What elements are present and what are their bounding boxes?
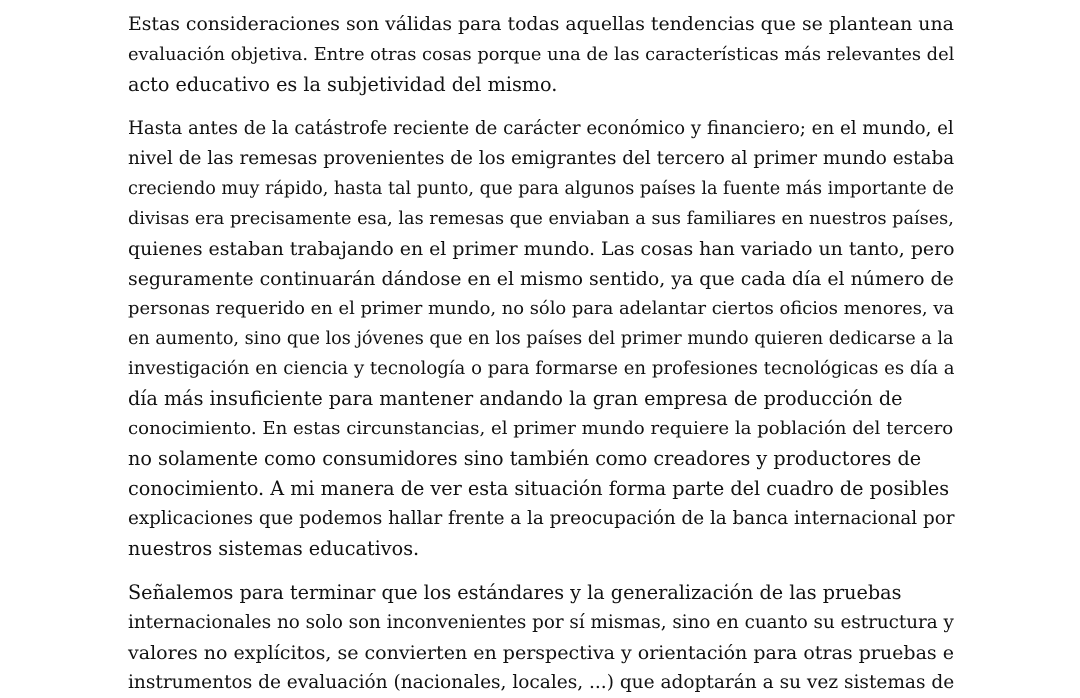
paragraph-3-line-2: internacionales no solo son inconvenientes por sí mismas, sino en cuanto su estructura y xyxy=(128,612,954,633)
paragraph-2-line-10: día más insuficiente para mantener andando la gran empresa de producción de xyxy=(128,387,903,410)
paragraph-2-line-6: seguramente continuarán dándose en el mismo sentido, ya que cada día el número de xyxy=(128,268,954,290)
paragraph-2-line-12: no solamente como consumidores sino también como creadores y productores de xyxy=(128,447,922,470)
paragraph-2-line-15: nuestros sistemas educativos. xyxy=(128,537,420,560)
paragraph-2-line-5: quienes estaban trabajando en el primer mundo. Las cosas han variado un tanto, pero xyxy=(128,238,955,260)
paragraph-2-line-3: creciendo muy rápido, hasta tal punto, que para algunos países la fuente más importante de xyxy=(128,179,954,199)
paragraph-1-line-2: evaluación objetiva. Entre otras cosas porque una de las características más relevantes del xyxy=(128,44,955,65)
paragraph-3-line-4: instrumentos de evaluación (nacionales, locales, ...) que adoptarán a su vez sistemas de xyxy=(128,672,955,693)
paragraph-1-line-1: Estas consideraciones son válidas para todas aquellas tendencias que se plantean una xyxy=(128,14,954,35)
paragraph-3-line-1: Señalemos para terminar que los estándares y la generalización de las pruebas xyxy=(128,581,902,604)
paragraph-2-line-14: explicaciones que podemos hallar frente a la preocupación de la banca internacional por xyxy=(128,508,955,529)
paragraph-2-line-8: en aumento, sino que los jóvenes que en los países del primer mundo quieren dedicarse a la xyxy=(128,329,954,349)
paragraph-2-line-4: divisas era precisamente esa, las remesas que enviaban a sus familiares en nuestros países, xyxy=(128,209,954,229)
paragraph-2-line-13: conocimiento. A mi manera de ver esta situación forma parte del cuadro de posibles xyxy=(128,477,950,500)
paragraph-2-line-9: investigación en ciencia y tecnología o para formarse en profesiones tecnológicas es día a xyxy=(128,358,955,379)
paragraph-2-line-1: Hasta antes de la catástrofe reciente de carácter económico y financiero; en el mundo, el xyxy=(128,118,954,139)
paragraph-2-line-2: nivel de las remesas provenientes de los emigrantes del tercero al primer mundo estaba xyxy=(128,148,955,169)
paragraph-1-line-3: acto educativo es la subjetividad del mismo. xyxy=(128,73,558,96)
paragraph-2-line-7: personas requerido en el primer mundo, no sólo para adelantar ciertos oficios menores, va xyxy=(128,298,955,319)
paragraph-3-line-3: valores no explícitos, se convierten en perspectiva y orientación para otras pruebas e xyxy=(128,642,954,664)
paragraph-2-line-11: conocimiento. En estas circunstancias, el primer mundo requiere la población del tercero xyxy=(128,418,954,439)
